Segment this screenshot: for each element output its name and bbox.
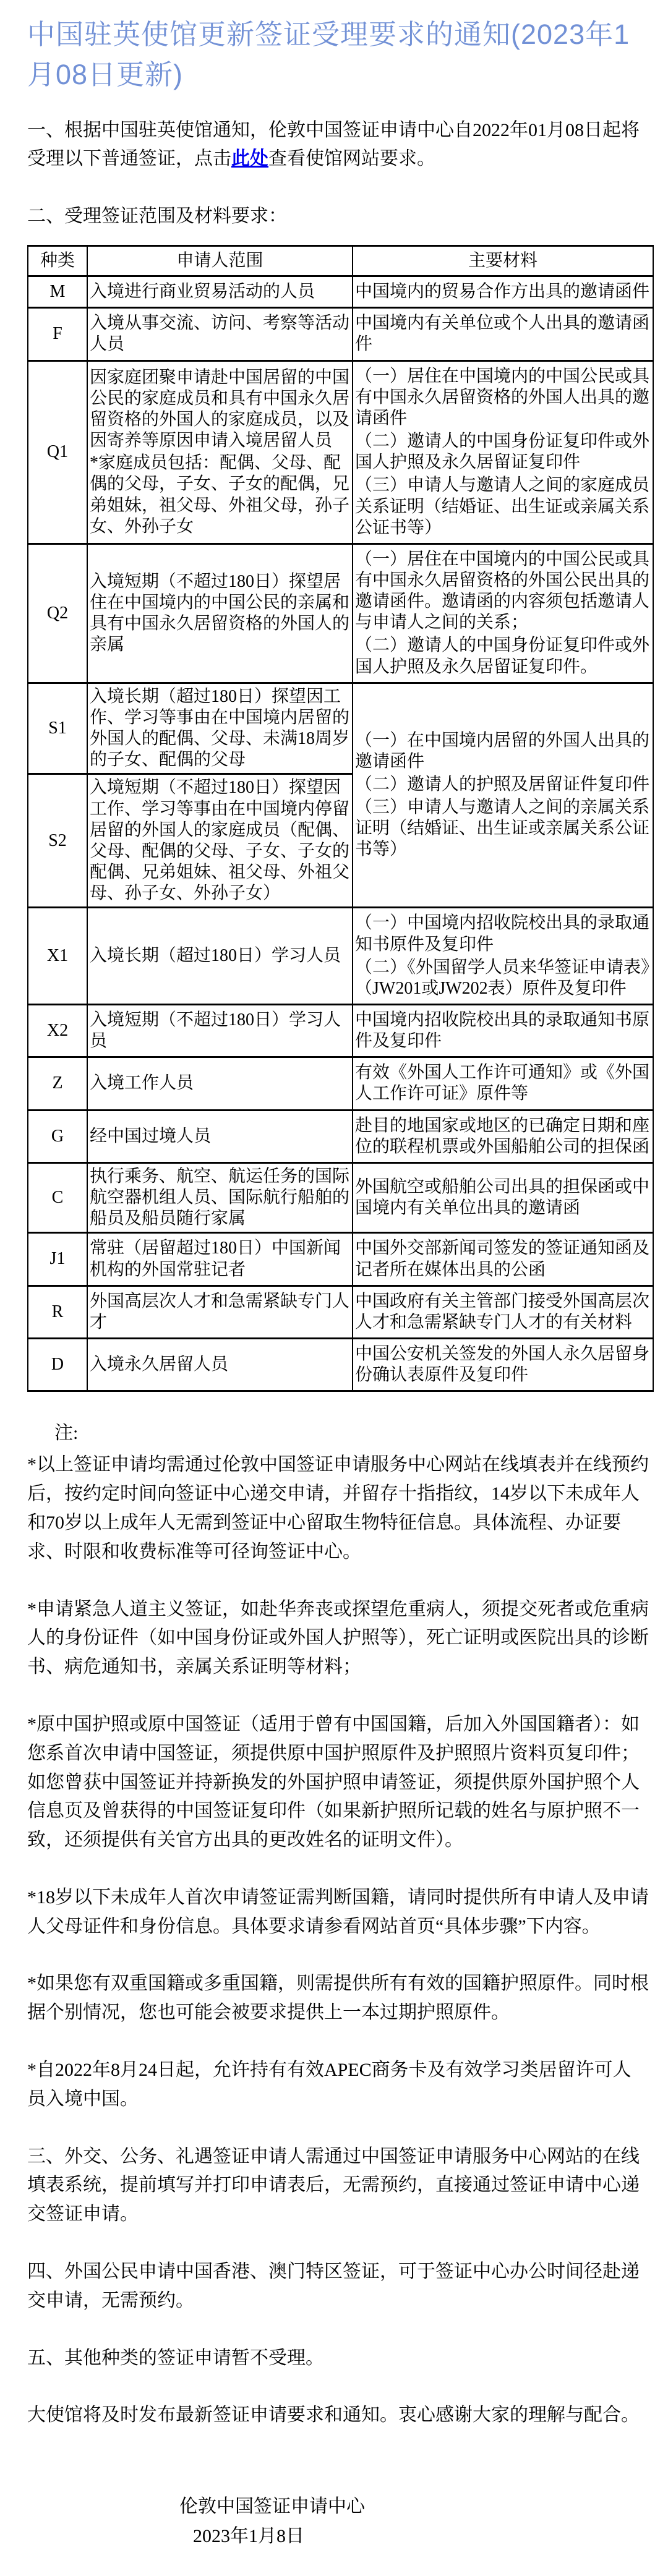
- material-item: 中国境内有关单位或个人出具的邀请函件: [355, 313, 650, 354]
- header-visa-type: 种类: [28, 245, 87, 276]
- table-row-D: [28, 1339, 653, 1391]
- applicant-scope-cell: 入境长期（超过180日）学习人员: [87, 908, 353, 1005]
- header-materials: 主要材料: [353, 245, 653, 276]
- applicant-scope-cell: 入境进行商业贸易活动的人员: [87, 276, 353, 308]
- page-title: 中国驻英使馆更新签证受理要求的通知(2023年1月08日更新): [27, 19, 630, 90]
- visa-type-cell: X2: [28, 1004, 87, 1057]
- visa-type-cell: F: [28, 308, 87, 360]
- signature-date: 2023年1月8日: [193, 2526, 304, 2547]
- materials-cell: [353, 1162, 653, 1232]
- material-item: 外国航空或船舶公司出具的担保函或中国境内有关单位出具的邀请函: [355, 1177, 650, 1218]
- material-item: （三）申请人与邀请人之间的亲属关系证明（结婚证、出生证或亲属关系公证书等）: [355, 798, 650, 859]
- table-row-R: [28, 1286, 653, 1338]
- materials-cell: [353, 1004, 653, 1057]
- material-item: 赴目的地国家或地区的已确定日期和座位的联程机票或外国船舶公司的担保函: [355, 1115, 650, 1156]
- material-item: （一）中国境内招收院校出具的录取通知书原件及复印件: [355, 913, 650, 954]
- material-item: 中国境内招收院校出具的录取通知书原件及复印件: [355, 1010, 650, 1051]
- visa-type-cell: Z: [28, 1057, 87, 1110]
- material-item: （二）邀请人的中国身份证复印件或外国人护照及永久居留证复印件: [355, 432, 650, 472]
- section-3-paragraph: 三、外交、公务、礼遇签证申请人需通过中国签证申请服务中心网站的在线填表系统，提前填写并打印申请表后，无需预约，直接通过签证申请中心递交签证申请。: [27, 2146, 640, 2225]
- table-row-F: [28, 308, 653, 360]
- table-row-J1: [28, 1233, 653, 1286]
- material-item: 中国政府有关主管部门接受外国高层次人才和急需紧缺专门人才的有关材料: [355, 1291, 650, 1332]
- material-item: （一）居住在中国境内的中国公民或具有中国永久居留资格的外国公民出具的邀请函件。邀请函的内容须包括邀请人与申请人之间的关系；: [355, 549, 650, 633]
- table-row-G: [28, 1110, 653, 1162]
- applicant-scope-cell: 经中国过境人员: [87, 1110, 353, 1162]
- materials-cell: [353, 1339, 653, 1391]
- table-row-M: [28, 276, 653, 308]
- materials-cell: [353, 276, 653, 308]
- table-header-row: [28, 245, 653, 276]
- material-item: 中国公安机关签发的外国人永久居留身份确认表原件及复印件: [355, 1344, 650, 1385]
- table-row-Q2: [28, 544, 653, 683]
- applicant-scope-cell: 入境短期（不超过180日）探望居住在中国境内的中国公民的亲属和具有中国永久居留资格的外国人的亲属: [87, 544, 353, 683]
- visa-type-cell: Q2: [28, 544, 87, 683]
- header-applicant-scope: 申请人范围: [87, 245, 353, 276]
- visa-type-cell: M: [28, 276, 87, 308]
- note-item: *如果您有双重国籍或多重国籍，则需提供所有有效的国籍护照原件。同时根据个别情况，您也可能会被要求提供上一本过期护照原件。: [27, 1973, 649, 2023]
- applicant-scope-cell: [87, 360, 353, 544]
- note-item: *申请紧急人道主义签证，如赴华奔丧或探望危重病人，须提交死者或危重病人的身份证件（如中国身份证或外国人护照等），死亡证明或医院出具的诊断书、病危通知书，亲属关系证明等材料；: [27, 1598, 649, 1678]
- table-row-X2: [28, 1004, 653, 1057]
- applicant-scope-cell: 入境从事交流、访问、考察等活动人员: [87, 308, 353, 360]
- visa-type-cell: C: [28, 1162, 87, 1232]
- table-row-X1: [28, 908, 653, 1005]
- section-5-paragraph: 五、其他种类的签证申请暂不受理。: [27, 2347, 324, 2368]
- notes-section: [27, 1419, 649, 2113]
- applicant-scope-cell: 执行乘务、航空、航运任务的国际航空器机组人员、国际航行船舶的船员及船员随行家属: [87, 1162, 353, 1232]
- applicant-scope-text: 因家庭团聚申请赴中国居留的中国公民的家庭成员和具有中国永久居留资格的外国人的家庭成员，以及因寄养等原因申请入境居留人员: [90, 367, 350, 451]
- signature-org: 伦敦中国签证申请中心: [179, 2496, 365, 2517]
- embassy-website-link[interactable]: 此处: [231, 148, 268, 169]
- materials-cell: [353, 1110, 653, 1162]
- materials-cell: [353, 908, 653, 1005]
- materials-cell: [353, 308, 653, 360]
- applicant-scope-cell: 入境短期（不超过180日）学习人员: [87, 1004, 353, 1057]
- materials-cell-shared-s1-s2: [353, 683, 653, 908]
- applicant-scope-cell: 入境短期（不超过180日）探望因工作、学习等事由在中国境内停留居留的外国人的家庭成员（配偶、父母、配偶的父母、子女、子女的配偶、兄弟姐妹、祖父母、外祖父母、孙子女、外孙子女）: [87, 774, 353, 908]
- visa-type-cell: S1: [28, 683, 87, 774]
- section-4-paragraph: 四、外国公民申请中国香港、澳门特区签证，可于签证中心办公时间径赴递交申请，无需预约。: [27, 2261, 640, 2311]
- materials-cell: [353, 1233, 653, 1286]
- applicant-scope-cell: 外国高层次人才和急需紧缺专门人才: [87, 1286, 353, 1338]
- applicant-scope-cell: 常驻（居留超过180日）中国新闻机构的外国常驻记者: [87, 1233, 353, 1286]
- visa-type-cell: R: [28, 1286, 87, 1338]
- applicant-scope-note: *家庭成员包括：配偶、父母、配偶的父母，子女、子女的配偶，兄弟姐妹，祖父母、外祖父母，孙子女、外孙子女: [90, 453, 350, 536]
- note-item: *以上签证申请均需通过伦敦中国签证申请服务中心网站在线填表并在线预约后，按约定时间向签证中心递交申请，并留存十指指纹，14岁以下未成年人和70岁以上成年人无需到签证中心留取生物特征信息。具体流程、办证要求、时限和收费标准等可径询签证中心。: [27, 1454, 649, 1562]
- intro-paragraph-1-text: 一、根据中国驻英使馆通知，伦敦中国签证申请中心自2022年01月08日起将受理以下普通签证，点击: [27, 119, 640, 169]
- visa-type-cell: J1: [28, 1233, 87, 1286]
- closing-thanks-paragraph: 大使馆将及时发布最新签证申请要求和通知。衷心感谢大家的理解与配合。: [27, 2405, 640, 2426]
- visa-type-cell: S2: [28, 774, 87, 908]
- material-item: 中国境内的贸易合作方出具的邀请函件: [355, 282, 650, 302]
- visa-type-cell: Q1: [28, 360, 87, 544]
- applicant-scope-cell: 入境长期（超过180日）探望因工作、学习等事由在中国境内居留的外国人的配偶、父母、未满18周岁的子女、配偶的父母: [87, 683, 353, 774]
- visa-type-cell: X1: [28, 908, 87, 1005]
- material-item: （一）居住在中国境内的中国公民或具有中国永久居留资格的外国人出具的邀请函件: [355, 366, 650, 428]
- materials-cell: [353, 1057, 653, 1110]
- notes-label: 注:: [54, 1423, 79, 1444]
- note-item: *自2022年8月24日起，允许持有有效APEC商务卡及有效学习类居留许可人员入境中国。: [27, 2060, 632, 2109]
- intro-paragraph-2: 二、受理签证范围及材料要求：: [27, 206, 287, 227]
- table-row-C: [28, 1162, 653, 1232]
- table-row-S1: [28, 683, 653, 774]
- material-item: （二）邀请人的中国身份证复印件或外国人护照及永久居留证复印件。: [355, 636, 650, 676]
- intro-paragraph-1-tail: 查看使馆网站要求。: [268, 148, 435, 169]
- intro-paragraph-1: [27, 116, 649, 174]
- materials-cell: [353, 360, 653, 544]
- note-item: *原中国护照或原中国签证（适用于曾有中国国籍，后加入外国国籍者）：如您系首次申请中国签证，须提供原中国护照原件及护照照片资料页复印件；如您曾获中国签证并持新换发的外国护照申请签证，须提供原外国护照个人信息页及曾获得的中国签证复印件（如果新护照所记载的姓名与原护照不一致，还须提供有关官方出具的更改姓名的证明文件）。: [27, 1713, 640, 1851]
- note-item: *18岁以下未成年人首次申请签证需判断国籍，请同时提供所有申请人及申请人父母证件和身份信息。具体要求请参看网站首页“具体步骤”下内容。: [27, 1887, 649, 1937]
- visa-requirements-table: [27, 245, 654, 1392]
- signature-block: [179, 2492, 649, 2551]
- table-row-Q1: [28, 360, 653, 544]
- applicant-scope-cell: 入境工作人员: [87, 1057, 353, 1110]
- applicant-scope-cell: 入境永久居留人员: [87, 1339, 353, 1391]
- visa-type-cell: D: [28, 1339, 87, 1391]
- material-item: （二）邀请人的护照及居留证件复印件: [355, 774, 650, 794]
- material-item: 有效《外国人工作许可通知》或《外国人工作许可证》原件等: [355, 1063, 650, 1104]
- materials-cell: [353, 544, 653, 683]
- material-item: （三）申请人与邀请人之间的家庭成员关系证明（结婚证、出生证或亲属关系公证书等）: [355, 476, 650, 537]
- visa-type-cell: G: [28, 1110, 87, 1162]
- material-item: （二）《外国留学人员来华签证申请表》（JW201或JW202表）原件及复印件: [355, 957, 650, 998]
- material-item: 中国外交部新闻司签发的签证通知函及记者所在媒体出具的公函: [355, 1239, 650, 1279]
- table-row-Z: [28, 1057, 653, 1110]
- material-item: （一）在中国境内居留的外国人出具的邀请函件: [355, 730, 650, 771]
- materials-cell: [353, 1286, 653, 1338]
